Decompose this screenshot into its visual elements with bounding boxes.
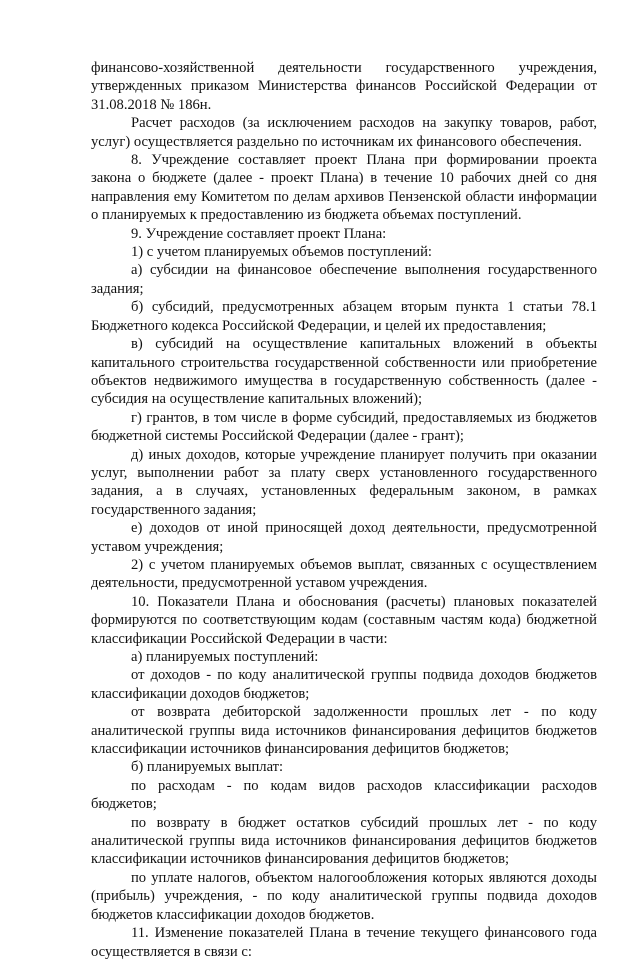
paragraph-9-item-v: в) субсидий на осуществление капитальных вложений в объекты капитального строительства государственной собственности или приобретение объектов недвижимого имущества в государственную собственность (далее - субсидия на осуществление капитальных вложений); — [91, 336, 597, 408]
document-page — [91, 59, 597, 961]
paragraph-10-subsidy-return: по возврату в бюджет остатков субсидий прошлых лет - по коду аналитической группы вида источников финансирования дефицитов бюджетов классификации источников финансирования дефицитов бюджетов; — [91, 814, 597, 868]
paragraph-9-item-d: д) иных доходов, которые учреждение планирует получить при оказании услуг, выполнении работ за плату сверх установленного государственного задания, а в случаях, установленных федеральным законом, в рамках государственного задания; — [91, 446, 597, 518]
paragraph-10-receivables: от возврата дебиторской задолженности прошлых лет - по коду аналитической группы вида источников финансирования дефицитов бюджетов классификации источников финансирования дефицитов бюджетов; — [91, 704, 597, 758]
paragraph-10-item-a: а) планируемых поступлений: — [131, 649, 319, 665]
paragraph-10-item-b: б) планируемых выплат: — [131, 759, 284, 776]
paragraph-10: 10. Показатели Плана и обоснования (расчеты) плановых показателей формируются по соответствующим кодам (составным частям кода) бюджетной классификации Российской Федерации в части: — [91, 593, 597, 647]
paragraph-continuation: финансово-хозяйственной деятельности государственного учреждения, утвержденных приказом Министерства финансов Российской Федерации от 31.08.2018 № 186н. — [91, 60, 597, 113]
paragraph-8: 8. Учреждение составляет проект Плана при формировании проекта закона о бюджете (далее - проект Плана) в течение 10 рабочих дней со дня направления ему Комитетом по делам архивов Пензенской области информации о планируемых к предоставлению из бюджета объемах поступлений. — [91, 152, 597, 224]
paragraph-10-taxes: по уплате налогов, объектом налогообложения которых являются доходы (прибыль) учреждения, - по коду аналитической группы подвида доходов бюджетов классификации доходов бюджетов. — [91, 869, 597, 923]
paragraph-9-item-1: 1) с учетом планируемых объемов поступлений: — [131, 244, 432, 261]
paragraph-9: 9. Учреждение составляет проект Плана: — [131, 225, 387, 242]
paragraph-10-expenses: по расходам - по кодам видов расходов классификации расходов бюджетов; — [91, 777, 597, 813]
paragraph-9-item-a: а) субсидии на финансовое обеспечение выполнения государственного задания; — [91, 262, 597, 297]
paragraph-9-item-2: 2) с учетом планируемых объемов выплат, связанных с осуществлением деятельности, предусмотренной уставом учреждения. — [91, 556, 597, 592]
paragraph-10-income: от доходов - по коду аналитической группы подвида доходов бюджетов классификации доходов бюджетов; — [91, 667, 597, 702]
paragraph-expense-calculation: Расчет расходов (за исключением расходов на закупку товаров, работ, услуг) осуществляется раздельно по источникам их финансового обеспечения. — [91, 115, 597, 150]
paragraph-9-item-g: г) грантов, в том числе в форме субсидий, предоставляемых из бюджетов бюджетной системы Российской Федерации (далее - грант); — [91, 409, 597, 445]
paragraph-11: 11. Изменение показателей Плана в течение текущего финансового года осуществляется в связи с: — [91, 925, 597, 960]
paragraph-9-item-b: б) субсидий, предусмотренных абзацем вторым пункта 1 статьи 78.1 Бюджетного кодекса Российской Федерации, и целей их предоставления; — [91, 299, 597, 334]
paragraph-9-item-e: е) доходов от иной приносящей доход деятельности, предусмотренной уставом учреждения; — [91, 520, 597, 555]
